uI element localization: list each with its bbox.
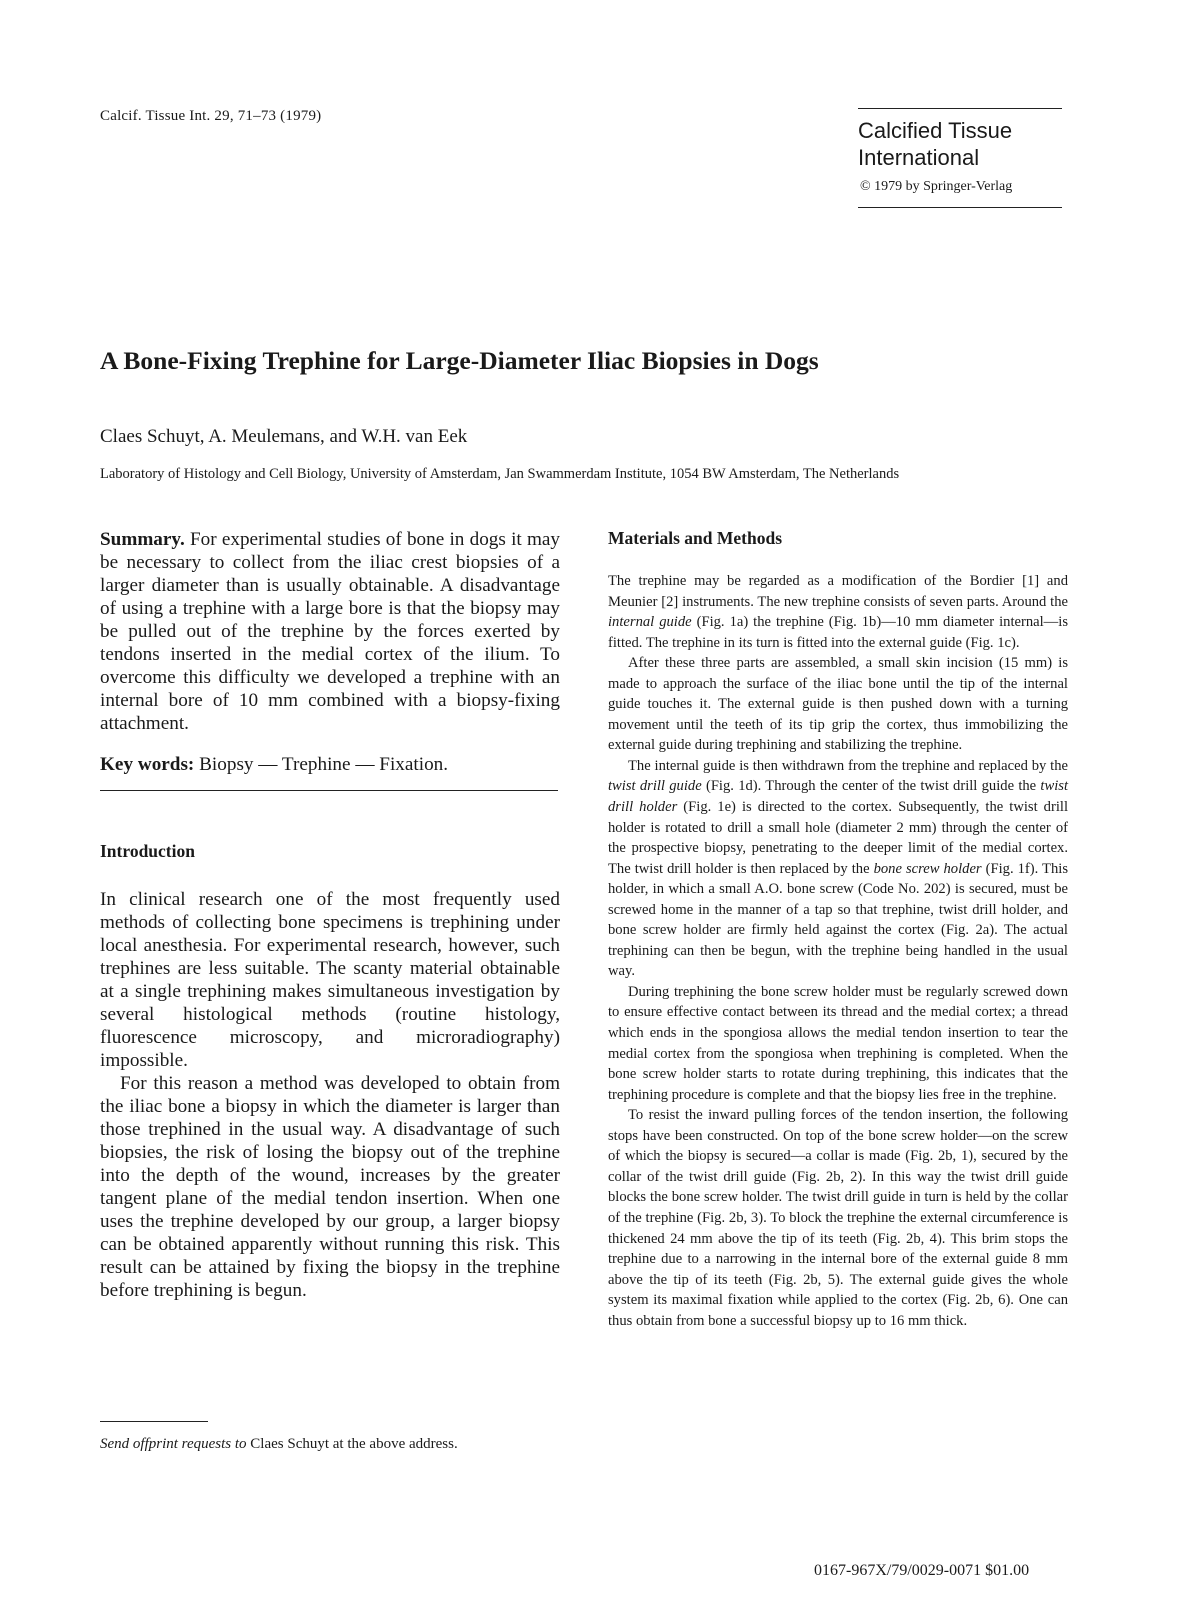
- article-authors: Claes Schuyt, A. Meulemans, and W.H. van Eek: [100, 426, 468, 447]
- summary-label: Summary.: [100, 529, 185, 550]
- methods-p1-italic-internal-guide: internal guide: [608, 614, 692, 631]
- keywords-label: Key words:: [100, 754, 195, 775]
- methods-p3-italic-bone-screw-holder: bone screw holder: [873, 860, 982, 877]
- keywords-paragraph: [100, 753, 560, 776]
- journal-masthead: [858, 108, 1062, 208]
- journal-citation: Calcif. Tissue Int. 29, 71–73 (1979): [100, 108, 322, 124]
- footnote-italic: Send offprint requests to: [100, 1436, 247, 1452]
- author-affiliation: Laboratory of Histology and Cell Biology, University of Amsterdam, Jan Swammerdam Institute, 1054 BW Amsterdam, The Netherlands: [100, 466, 900, 482]
- footnote-text: Claes Schuyt at the above address.: [246, 1436, 458, 1452]
- introduction-paragraph-1: In clinical research one of the most frequently used methods of collecting bone specimens is trephining under local anesthesia. For experimental research, however, such trephines are less suitable. The scanty material obtainable at a single trephining makes simultaneous investigation by several histological methods (routine histology, fluorescence microscopy, and microradiography) impossible.: [100, 889, 560, 1071]
- issn-code: 0167-967X/79/0029-0071 $01.00: [814, 1562, 1030, 1579]
- summary-paragraph: [100, 528, 560, 735]
- section-divider: [100, 790, 558, 791]
- methods-paragraph-2: After these three parts are assembled, a small skin incision (15 mm) is made to approach the surface of the iliac bone until the tip of the internal guide touches it. The external guide is then pushed down with a turning movement until the teeth of its tip grip the cortex, thus immobilizing the external guide during trephining and stabilizing the trephine.: [608, 655, 1068, 754]
- masthead-top-rule: [858, 108, 1062, 109]
- methods-paragraph-1: [608, 571, 1068, 653]
- journal-name-line2: International: [858, 145, 980, 170]
- article-title: A Bone-Fixing Trephine for Large-Diameter Iliac Biopsies in Dogs: [100, 346, 819, 375]
- left-column: [100, 528, 560, 1302]
- methods-p3-text-a: The internal guide is then withdrawn from the trephine and replaced by the: [628, 757, 1068, 774]
- right-column: [608, 528, 1068, 1331]
- methods-p1-text-a: The trephine may be regarded as a modification of the Bordier [1] and Meunier [2] instruments. The new trephine consists of seven parts. Around the: [608, 573, 1068, 610]
- methods-paragraph-3: [608, 756, 1068, 982]
- methods-p3-text-d: (Fig. 1f). This holder, in which a small A.O. bone screw (Code No. 202) is secured, must be screwed home in the manner of a tap so that trephine, twist drill holder, and bone screw holder are firmly held against the cortex (Fig. 2a). The actual trephining can then be begun, with the trephine being handled in the usual way.: [608, 860, 1068, 980]
- summary-text: For experimental studies of bone in dogs it may be necessary to collect from the iliac crest biopsies of a larger diameter than is usually obtainable. A disadvantage of using a trephine with a large bore is that the biopsy may be pulled out of the trephine by the forces exerted by tendons inserted in the medial cortex of the ilium. To overcome this difficulty we developed a trephine with an internal bore of 10 mm combined with a biopsy-fixing attachment.: [100, 529, 560, 734]
- journal-copyright: © 1979 by Springer-Verlag: [860, 179, 1013, 194]
- footnote-rule: [100, 1421, 208, 1422]
- methods-p3-italic-twist-drill-guide: twist drill guide: [608, 778, 702, 795]
- journal-name: [858, 117, 1062, 171]
- methods-heading: Materials and Methods: [608, 528, 783, 548]
- methods-p3-text-b: (Fig. 1d). Through the center of the twist drill guide the: [701, 778, 1041, 795]
- masthead-bottom-rule: [858, 207, 1062, 208]
- offprint-footnote: [100, 1436, 458, 1453]
- keywords-text: Biopsy — Trephine — Fixation.: [199, 754, 449, 775]
- methods-p3-text-c: (Fig. 1e) is directed to the cortex. Subsequently, the twist drill holder is rotated to drill a small hole (diameter 2 mm) through the center of the prospective biopsy, penetrating to the deeper limit of the medial cortex. The twist drill holder is then replaced by the: [608, 799, 1068, 877]
- methods-p1-text-b: (Fig. 1a) the trephine (Fig. 1b)—10 mm diameter internal—is fitted. The trephine in its turn is fitted into the external guide (Fig. 1c).: [608, 614, 1068, 651]
- journal-name-line1: Calcified Tissue: [858, 118, 1013, 143]
- methods-paragraph-5: To resist the inward pulling forces of the tendon insertion, the following stops have been constructed. On top of the bone screw holder—on the screw of which the biopsy is secured—a collar is made (Fig. 2b, 1), secured by the collar of the twist drill guide (Fig. 2b, 2). In this way the twist drill guide blocks the bone screw holder. The twist drill guide in turn is held by the collar of the trephine (Fig. 2b, 3). To block the trephine the external circumference is thickened 24 mm above the tip of its teeth (Fig. 2b, 4). This brim stops the trephine due to a narrowing in the internal bore of the external guide 8 mm above the tip of its teeth (Fig. 2b, 5). The external guide gives the whole system its maximal fixation while applied to the cortex (Fig. 2b, 6). One can thus obtain from bone a successful biopsy up to 16 mm thick.: [608, 1107, 1068, 1329]
- methods-p3-italic-twist-drill-holder: twist drill holder: [608, 778, 1068, 816]
- methods-paragraph-4: During trephining the bone screw holder must be regularly screwed down to ensure effective contact between its thread and the medial cortex; a thread which ends in the spongiosa allows the medial tendon insertion to tear the medial cortex from the spongiosa when trephining is completed. When the bone screw holder starts to rotate during trephining, this indicates that the trephining procedure is complete and that the biopsy lies free in the trephine.: [608, 983, 1068, 1103]
- introduction-paragraph-2: For this reason a method was developed to obtain from the iliac bone a biopsy in which the diameter is larger than those trephined in the usual way. A disadvantage of such biopsies, the risk of losing the biopsy out of the trephine into the depth of the wound, increases by the greater tangent plane of the medial tendon insertion. When one uses the trephine developed by our group, a larger biopsy can be obtained apparently without running this risk. This result can be attained by fixing the biopsy in the trephine before trephining is begun.: [100, 1073, 560, 1301]
- introduction-heading: Introduction: [100, 841, 195, 861]
